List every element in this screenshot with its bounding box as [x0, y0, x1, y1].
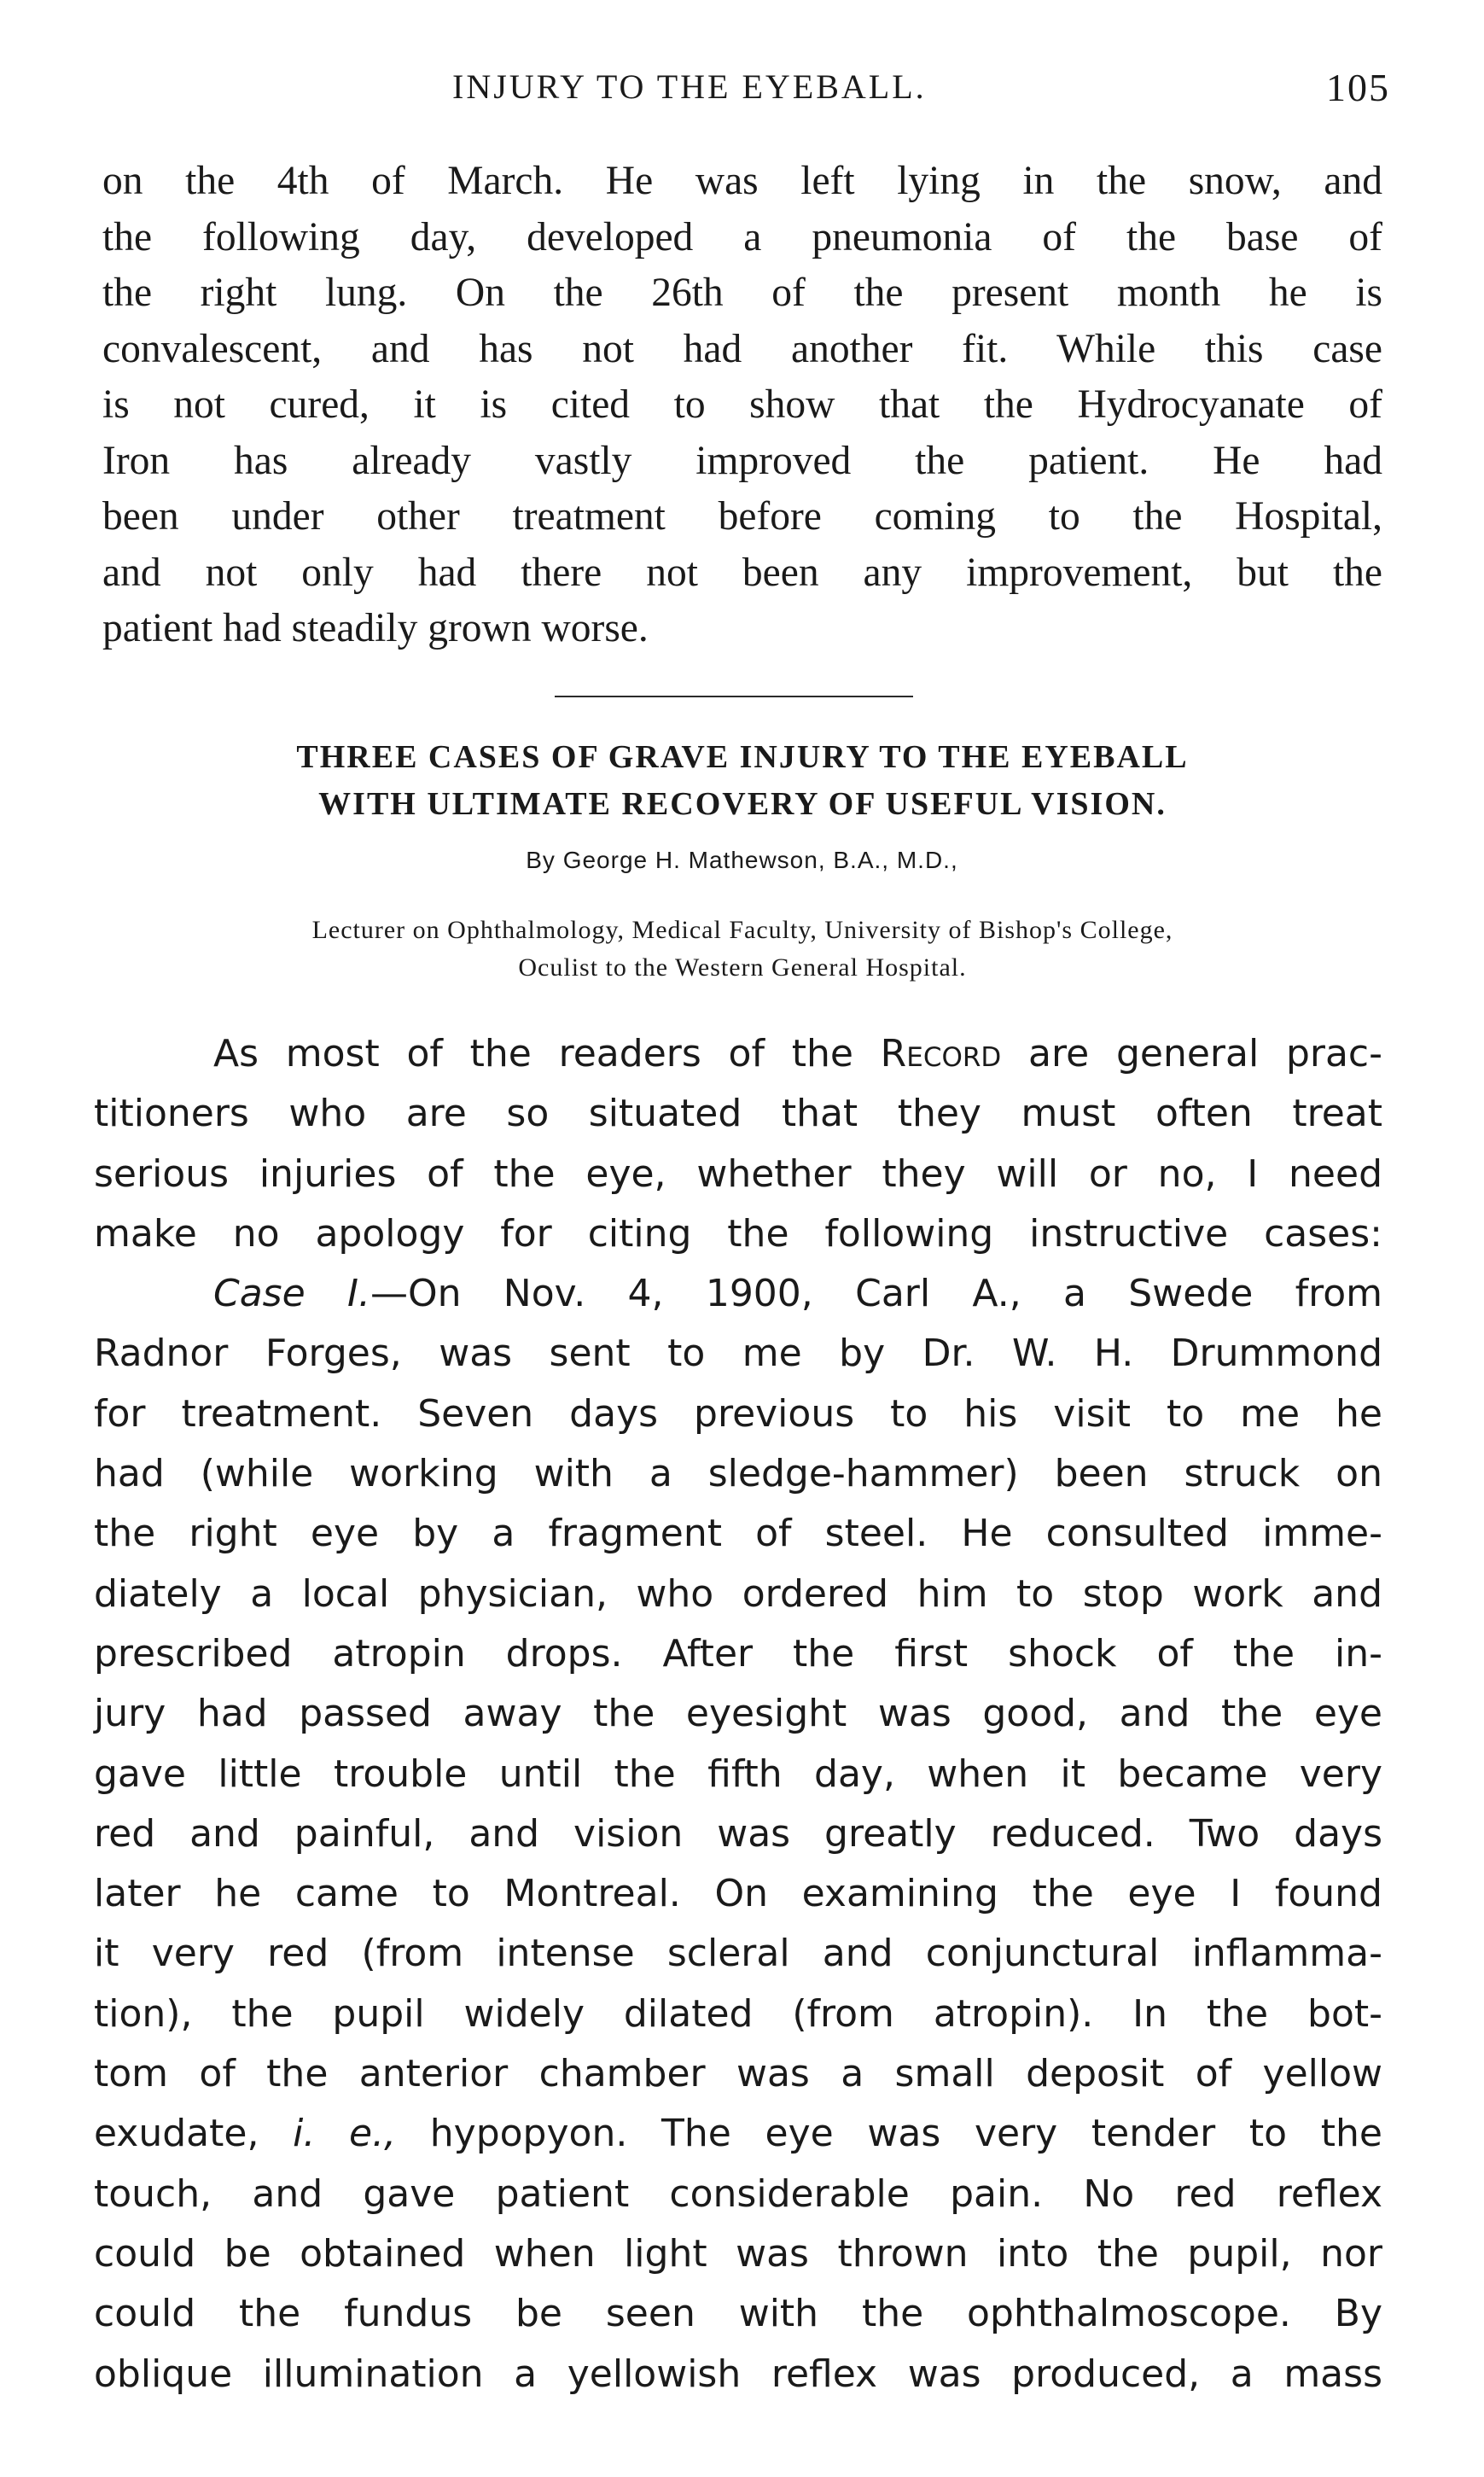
text-line: the following day, developed a pneumonia of the base of [102, 214, 1382, 259]
continued-paragraph [102, 154, 1382, 657]
text-line: the right eye by a fragment of steel. He consulted imme- [94, 1512, 1382, 1556]
running-title: INJURY TO THE EYEBALL. [452, 67, 927, 106]
text-line: red and painful, and vision was greatly reduced. Two days [94, 1811, 1382, 1856]
text-line: diately a local physician, who ordered him to stop work and [94, 1571, 1382, 1616]
text-line [94, 2104, 1382, 2164]
article-body [94, 1024, 1382, 2404]
author-affiliation [119, 912, 1365, 987]
text-line: touch, and gave patient considerable pain. No red reflex [94, 2171, 1382, 2216]
title-line: WITH ULTIMATE RECOVERY OF USEFUL VISION. [318, 786, 1167, 822]
text-line: later he came to Montreal. On examining the eye I found [94, 1872, 1382, 1916]
case-label: Case I. [213, 1272, 370, 1316]
text-line: tom of the anterior chamber was a small deposit of yellow [94, 2052, 1382, 2096]
title-line: THREE CASES OF GRAVE INJURY TO THE EYEBALL [296, 739, 1189, 775]
text-line: it very red (from intense scleral and conjunctural inflamma- [94, 1932, 1382, 1976]
text-line [94, 1264, 1382, 1324]
case-text: hypopyon. The eye was very tender to the [396, 2112, 1382, 2156]
text-line: patient had steadily grown worse. [102, 606, 649, 650]
text-line: for treatment. Seven days previous to his visit to me he [94, 1391, 1382, 1436]
case-text: —On Nov. 4, 1900, Carl A., a Swede from [370, 1272, 1382, 1316]
author-byline: By George H. Mathewson, B.A., M.D., [526, 847, 958, 873]
text-line: prescribed atropin drops. After the first shock of the in- [94, 1631, 1382, 1676]
text-line: make no apology for citing the following instructive cases: [94, 1211, 1382, 1256]
text-line: had (while working with a sledge-hammer) been struck on [94, 1452, 1382, 1496]
text-line: Radnor Forges, was sent to me by Dr. W. H. Drummond [94, 1332, 1382, 1376]
text-line: Iron has already vastly improved the patient. He had [102, 438, 1382, 483]
text-line: convalescent, and has not had another fit. While this case [102, 326, 1382, 371]
intro-text: As most of the readers of the [213, 1032, 881, 1075]
text-line [94, 1024, 1382, 1084]
text-line: titioners who are so situated that they must often treat [94, 1092, 1382, 1136]
intro-text: are general prac- [1001, 1032, 1382, 1075]
text-line: been under other treatment before coming to the Hospital, [102, 494, 1382, 539]
text-line: could the fundus be seen with the ophthalmoscope. By [94, 2292, 1382, 2336]
text-line: oblique illumination a yellowish reflex was produced, a mass [94, 2352, 1382, 2396]
affiliation-line: Lecturer on Ophthalmology, Medical Faculty, University of Bishop's College, [311, 916, 1173, 944]
text-line: gave little trouble until the fifth day, when it became very [94, 1751, 1382, 1796]
text-line: and not only had there not been any improvement, but the [102, 550, 1382, 595]
text-line: could be obtained when light was thrown into the pupil, nor [94, 2231, 1382, 2276]
running-head [111, 67, 1399, 118]
text-line: tion), the pupil widely dilated (from atropin). In the bot- [94, 1991, 1382, 2036]
article-title [119, 734, 1365, 828]
page-number: 105 [1326, 66, 1390, 109]
abbreviation: i. e., [293, 2112, 397, 2156]
journal-name: Record [880, 1032, 1002, 1075]
text-line: is not cured, it is cited to show that the Hydrocyanate of [102, 382, 1382, 427]
text-line: serious injuries of the eye, whether they will or no, I need [94, 1151, 1382, 1196]
text-line: jury had passed away the eyesight was good, and the eye [94, 1692, 1382, 1736]
text-line: on the 4th of March. He was left lying in the snow, and [102, 159, 1382, 203]
case-text: exudate, [94, 2112, 294, 2156]
section-divider [555, 696, 913, 697]
affiliation-line: Oculist to the Western General Hospital. [518, 953, 967, 982]
text-line: the right lung. On the 26th of the present month he is [102, 271, 1382, 315]
